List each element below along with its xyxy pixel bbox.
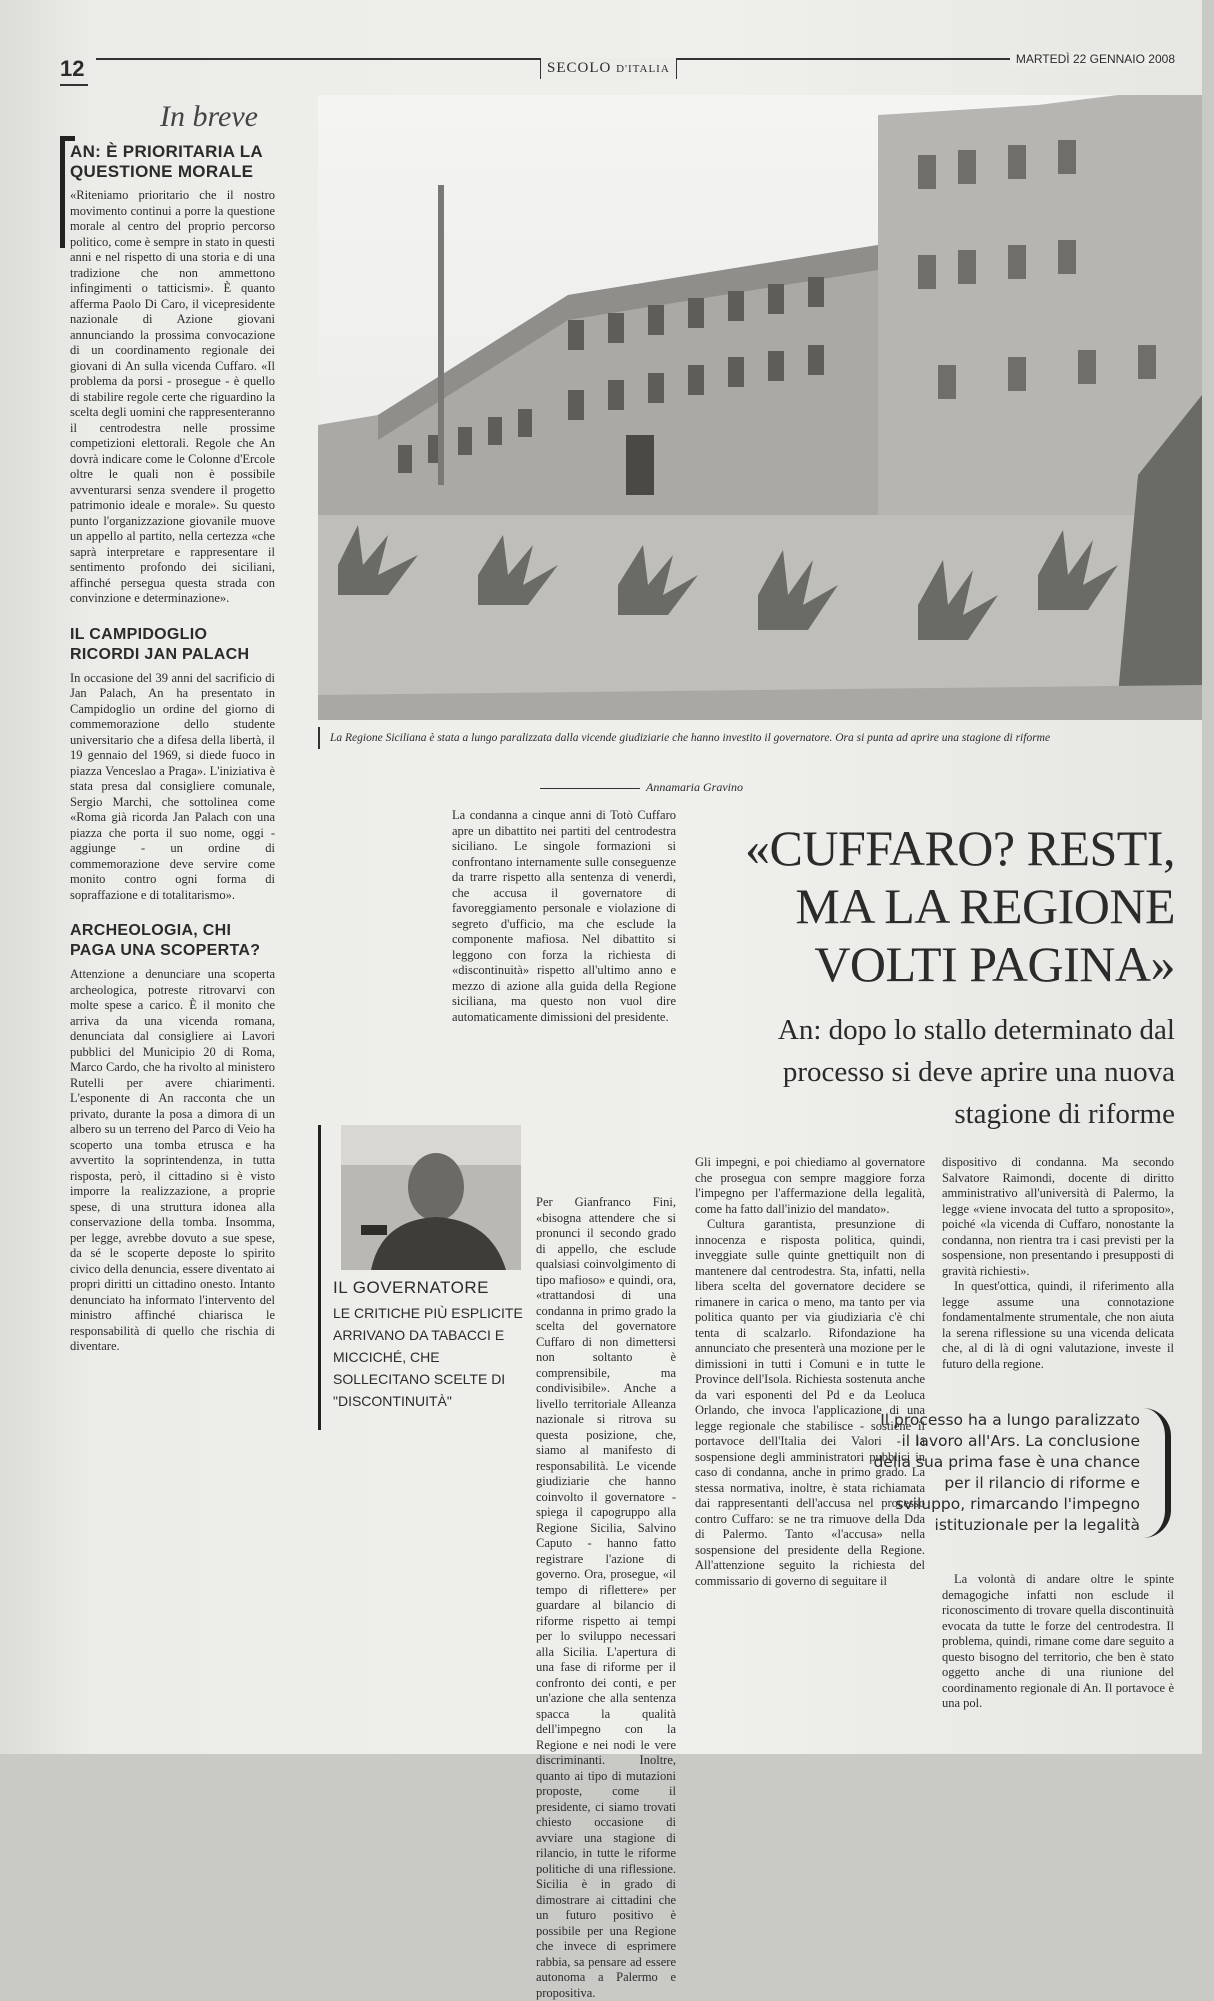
article-paragraph: La condanna a cinque anni di Totò Cuffaro apre un dibattito nei partiti del centrodestra siciliano. Le singole formazioni si confrontano internamente sulle conseguenze da trarre rispetto alla sentenza di venerdì, che accusa il governatore di favoreggiamento personale e violazione di segreto d'ufficio, ma che esclude la componente mafiosa. Nel dibattito si leggono con forza la richiesta di «discontinuità» rispetto all'ultimo anno e mezzo di azione alla guida della Regione siciliana, ma questo non vuol dire automaticamente dimissioni del presidente.	[452, 808, 676, 1024]
box-caption: LE CRITICHE PIÙ ESPLICITE ARRIVANO DA TABACCI E MICCICHÉ, CHE SOLLECITANO SCELTE DI "DISCONTINUITÀ"	[333, 1305, 523, 1409]
brief-headline: IL CAMPIDOGLIO RICORDI JAN PALACH	[70, 625, 250, 663]
governor-photo-box	[318, 1125, 526, 1430]
issue-date: MARTEDÌ 22 GENNAIO 2008	[1010, 52, 1175, 66]
article-paragraph: Gli impegni, e poi chiediamo al governatore che prosegua con sempre maggiore forza l'impegno per l'affermazione della legalità, come ha fatto dall'inizio del mandato».	[695, 1155, 925, 1216]
article-paragraph: In quest'ottica, quindi, il riferimento alla legge assume una connotazione fondamentalmente strumentale, che non aiuta la serena riflessione su una vicenda delicata che, al di là di ogni valutazione, investe il futuro della regione.	[942, 1279, 1174, 1371]
newspaper-title: SECOLO	[547, 60, 612, 76]
newspaper-name	[540, 58, 677, 79]
brief-headline: ARCHEOLOGIA, CHI PAGA UNA SCOPERTA?	[70, 922, 261, 959]
governor-portrait	[341, 1125, 521, 1270]
brief-item	[70, 142, 275, 607]
article-column	[942, 1572, 1174, 1742]
article-paragraph: Cultura garantista, presunzione di innocenza e risposta politica, quindi, inveggiate sulle quinte gnettiquilt non di mantenere dal centrodestra. Sta, infatti, nella libera scelta del governatore decidere se rimanere in carica o meno, ma tanto per via politica quanto per via giudiziaria c'è chi tenta di scalzarlo. Rifondazione ha annunciato che presenterà una mozione per le dimissioni in tutti i Comuni e in tutte le Province dell'Isola. Richiesta sostenuta anche da vari esponenti del Pd e da Leoluca Orlando, che invoca l'applicazione di una legge regionale che stabilisce - sostiene il portavoce dell'Italia dei Valori - la sospensione degli amministratori pubblici in caso di condanna, anche in primo grado. La stessa normativa, inoltre, è stata richiamata dai rappresentanti dell'accusa nel processo contro Cuffaro: se ne tra rimuove della Dda di Palermo. Tanto «l'accusa» nella sospensione del presidente della Regione. All'attenzione seguito la richiesta del commissario di governo di seguitare il	[695, 1217, 925, 1588]
article-column	[942, 1155, 1174, 1371]
section-label: In breve	[160, 100, 258, 133]
page-header	[60, 52, 1175, 86]
brief-item	[70, 625, 275, 904]
pull-quote: Il processo ha a lungo paralizzato il lavoro all'Ars. La conclusione della sua prima fase è una chance per il rilancio di riforme e sviluppo, rimarcando l'impegno istituzionale per la legalità	[873, 1411, 1140, 1534]
article-paragraph: dispositivo di condanna. Ma secondo Salvatore Raimondi, docente di diritto amministrativo all'università di Palermo, la legge «viene invocata del tutto a sproposito», poiché «la vicenda di Cuffaro, nonostante la condanna, non rientra tra i casi previsti per la sospensione, non presentando i presupposti di gravità richiesti».	[942, 1155, 1174, 1278]
bracket-decoration	[60, 136, 75, 248]
palace-photo	[318, 95, 1202, 720]
article-paragraph: Per Gianfranco Fini, «bisogna attendere che si pronunci il secondo grado di appello, che esclude qualsiasi coinvolgimento di tipo mafioso» e quindi, ora, «trattandosi di una condanna in primo grado la scelta del governatore Cuffaro di non dimettersi non soltanto è comprensibile, ma condivisibile». Anche a livello territoriale Alleanza nazionale si ritrova su questa posizione, che, siamo al manifesto di responsabilità. Le vicende giudiziarie che hanno coinvolto il governatore - spiega il capogruppo alla Regione Sicilia, Salvino Caputo - hanno fatto registrare l'azione di governo. Ora, prosegue, «il tempo di riflettere» per guardare al bilancio di riforme rispetto ai tempi per lo sviluppo necessari alla Sicilia. L'apertura di una fase di riforme per il confronto dei conti, e per un'azione che alla sentenza spacca la qualità dell'impegno con la Regione e nei nodi le vere discriminanti. Inoltre, quanto ai tipo di mutazioni proposte, come il presidente, ci siamo trovati chiesto occasione di avviare una stagione di rilancio, in tutte le riforme politiche di una riflessione. Sicilia è in grado di dimostrare ai cittadini che un futuro positivo è possibile per una Regione che invece di esprimere rabbia, sa pensare ad essere autonoma a Palermo e propositiva.	[536, 1195, 676, 2000]
brief-headline: AN: È PRIORITARIA LA QUESTIONE MORALE	[70, 142, 263, 181]
brief-item	[70, 921, 275, 1355]
brief-text: Attenzione a denunciare una scoperta archeologica, potreste ritrovarvi con molte spese a carico. È il monito che arriva da una vicenda romana, denunciata dal consigliere ai Lavori pubblici del Municipio 20 di Roma, Marco Cardo, che ha rivolto al ministero Rutelli per avere chiarimenti. L'esponente di An racconta che un privato, durante la posa a dimora di un albero su un terreno del Parco di Veio ha scoperto una tomba etrusca e ha avvertito la soprintendenza, in tutta risposta, però, il cittadino si è visto imporre la realizzazione, a proprie spese, di una struttura idonea alla conservazione della tomba. Insomma, per legge, avrebbe dovuto a sue spese, da sé le scoperte deposte lo spirito civico della denuncia, essere diventato ai propri diritti un cittadino onesto. Intanto denunciato ha informato l'intervento del ministro affinché chiarisca le responsabilità di quello che rischia di diventare.	[70, 967, 275, 1353]
article-author: Annamaria Gravino	[540, 780, 743, 795]
news-brief-sidebar	[70, 100, 275, 1355]
pull-quote-bracket	[1143, 1408, 1171, 1538]
article-headline: «CUFFARO? RESTI, MA LA REGIONE VOLTI PAGINA»	[744, 819, 1175, 992]
page-number: 12	[60, 56, 88, 86]
article-subheadline: An: dopo lo stallo determinato dal processo si deve aprire una nuova stagione di riforme	[777, 1014, 1175, 1131]
box-title: IL GOVERNATORE	[333, 1278, 489, 1297]
brief-text: «Riteniamo prioritario che il nostro movimento continui a porre la questione morale al centro del proprio percorso politico, come è sempre in stato in questi anni e nel rispetto di una storia e di una tradizione che non ammettono infingimenti o tatticismi». È quanto afferma Paolo Di Caro, il vicepresidente nazionale di Azione giovani annunciando la prossima convocazione di un coordinamento regionale dei giovani di An sulla vicenda Cuffaro. «Il problema da porsi - prosegue - è quello di stabilire regole certe che riguardino la scelta degli uomini che rappresenteranno il centrodestra nelle prossime competizioni elettorali. Regole che An dovrà indicare come le Colonne d'Ercole oltre le quali non è possibile avventurarsi senza svendere il progetto patrimonio ideale e morale». Su questo punto l'organizzazione giovanile muove un appello al partito, nella certezza «che saprà interpretare e rappresentare il sentimento profondo dei siciliani, affinché persegua questa strada con convinzione e determinazione».	[70, 188, 275, 605]
photo-caption: La Regione Siciliana è stata a lungo paralizzata dalla vicende giudiziarie che hanno investito il governatore. Ora si punta ad aprire una stagione di riforme	[318, 727, 1214, 749]
newspaper-suffix: D'ITALIA	[616, 63, 670, 75]
article-paragraph: La volontà di andare oltre le spinte demagogiche infatti non esclude il riconoscimento di trovare quella discontinuità evocata da tutte le forze del centrodestra. Il problema, quindi, rimane come dare seguito a questo bisogno del territorio, che ben è stato oggetto anche di una riunione del coordinamento regionale di An. Il portavoce è una pol.	[942, 1572, 1174, 1710]
brief-text: In occasione del 39 anni del sacrificio di Jan Palach, An ha presentato in Campidoglio un ordine del giorno di commemorazione dello studente universitario che a difesa della libertà, il 19 gennaio del 1969, si diede fuoco in piazza Venceslao a Praga». L'iniziativa è stata presa dal consigliere comunale, Sergio Marchi, che sottolinea come «Roma già ricorda Jan Palach con una piazza che porta il suo nome, oggi - aggiunge - un ordine di commemorazione deve servire come monito contro ogni forma di sopraffazione e di totalitarismo».	[70, 670, 275, 902]
